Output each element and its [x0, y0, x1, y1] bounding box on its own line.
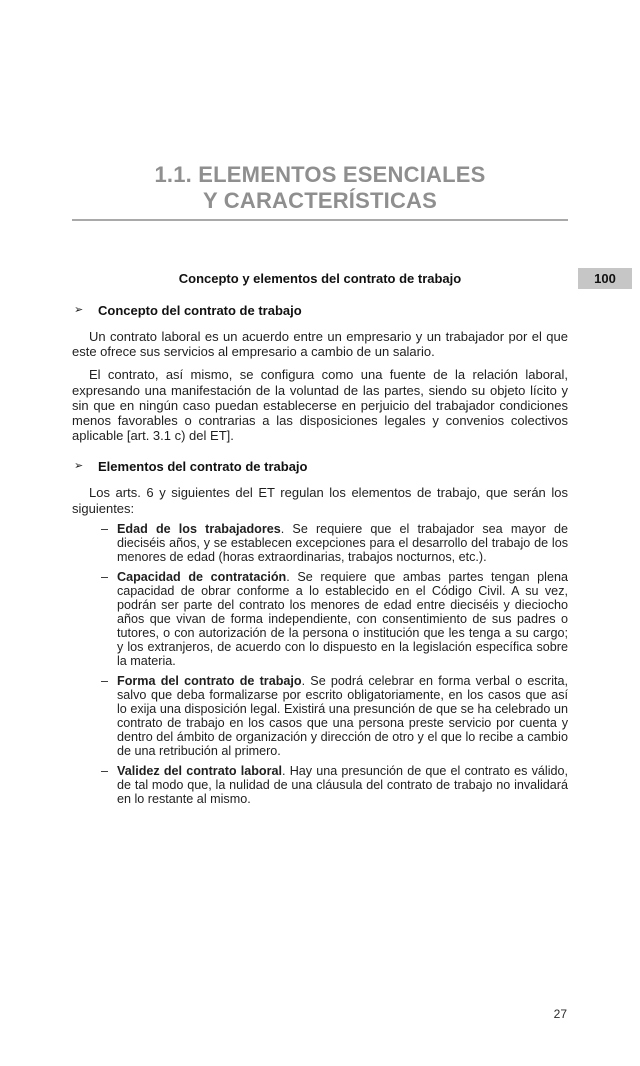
subheading-elementos [72, 459, 568, 474]
dash-bullet: – [101, 569, 109, 584]
section-header-title: Concepto y elementos del contrato de trabajo [178, 271, 462, 286]
title-rule [72, 219, 568, 221]
subheading-concepto [72, 303, 568, 318]
subheading-label: Elementos del contrato de trabajo [98, 459, 308, 475]
paragraph-concepto-2: El contrato, así mismo, se configura como una fuente de la relación laboral, expresando una manifestación de la voluntad de las partes, siendo su objeto lícito y sin que en ningún caso puedan establecerse en perjuicio del trabajador condiciones menos favorables o contrarias a las disposiciones legales y convenios colectivos aplicable [art. 3.1 c) del ET]. [72, 367, 568, 444]
chapter-title-line-2: Y CARACTERÍSTICAS [202, 188, 437, 213]
list-item-lead: Forma del contrato de trabajo [117, 673, 302, 688]
subheading-label: Concepto del contrato de trabajo [98, 303, 302, 318]
list-item-lead: Validez del contrato laboral [117, 763, 283, 778]
list-item-lead: Edad de los trabajadores [117, 521, 281, 536]
page-number: 27 [553, 1007, 567, 1021]
margin-number-badge: 100 [578, 268, 632, 289]
list-item [72, 674, 568, 758]
list-item-text: . Se requiere que ambas partes tengan plena capacidad de obrar conforme a lo establecido en el Código Civil. A su vez, podrán ser parte del contrato los menores de edad entre dieciséis y dieciocho años que vivan de forma independiente, con consentimiento de sus padres o tutores, o con autorización de la persona o institución que les tenga a su cargo; y los extranjeros, de acuerdo con lo dispuesto en la legislación específica sobre la materia. [117, 569, 568, 668]
dash-bullet: – [101, 521, 109, 536]
paragraph-concepto-1: Un contrato laboral es un acuerdo entre un empresario y un trabajador por el que este ofrece sus servicios al empresario a cambio de un salario. [72, 329, 568, 360]
dash-bullet: – [101, 673, 109, 688]
document-page [0, 162, 640, 1066]
list-item-lead: Capacidad de contratación [117, 569, 287, 584]
list-item-text: . Se podrá celebrar en forma verbal o escrita, salvo que deba formalizarse por escrito obligatoriamente, en los casos que así lo exija una disposición legal. Existirá una presunción de que se ha celebrado un contrato de trabajo en los casos que una persona preste servicio por cuenta y dentro del ámbito de organización y dirección de otro y el que lo recibe a cambio de una retribución al primero. [117, 673, 568, 758]
chapter-title-line-1: 1.1. ELEMENTOS ESENCIALES [154, 162, 486, 187]
paragraph-elementos-intro: Los arts. 6 y siguientes del ET regulan los elementos de trabajo, que serán los siguientes: [72, 485, 568, 516]
arrow-bullet-icon: ➢ [74, 460, 84, 473]
list-item-text: . Hay una presunción de que el contrato es válido, de tal modo que, la nulidad de una cláusula del contrato de trabajo no invalidará en lo restante al mismo. [117, 763, 569, 806]
list-item [72, 570, 568, 668]
list-item-text: . Se requiere que el trabajador sea mayor de dieciséis años, y se establecen excepciones para el desarrollo del trabajo de los menores de edad (horas extraordinarias, trabajos nocturnos, etc.). [117, 521, 568, 564]
section-header-row [72, 268, 616, 289]
chapter-title [72, 162, 568, 214]
elementos-list [72, 522, 568, 806]
list-item [72, 522, 568, 564]
dash-bullet: – [101, 763, 109, 778]
arrow-bullet-icon: ➢ [74, 304, 84, 316]
list-item [72, 764, 568, 806]
